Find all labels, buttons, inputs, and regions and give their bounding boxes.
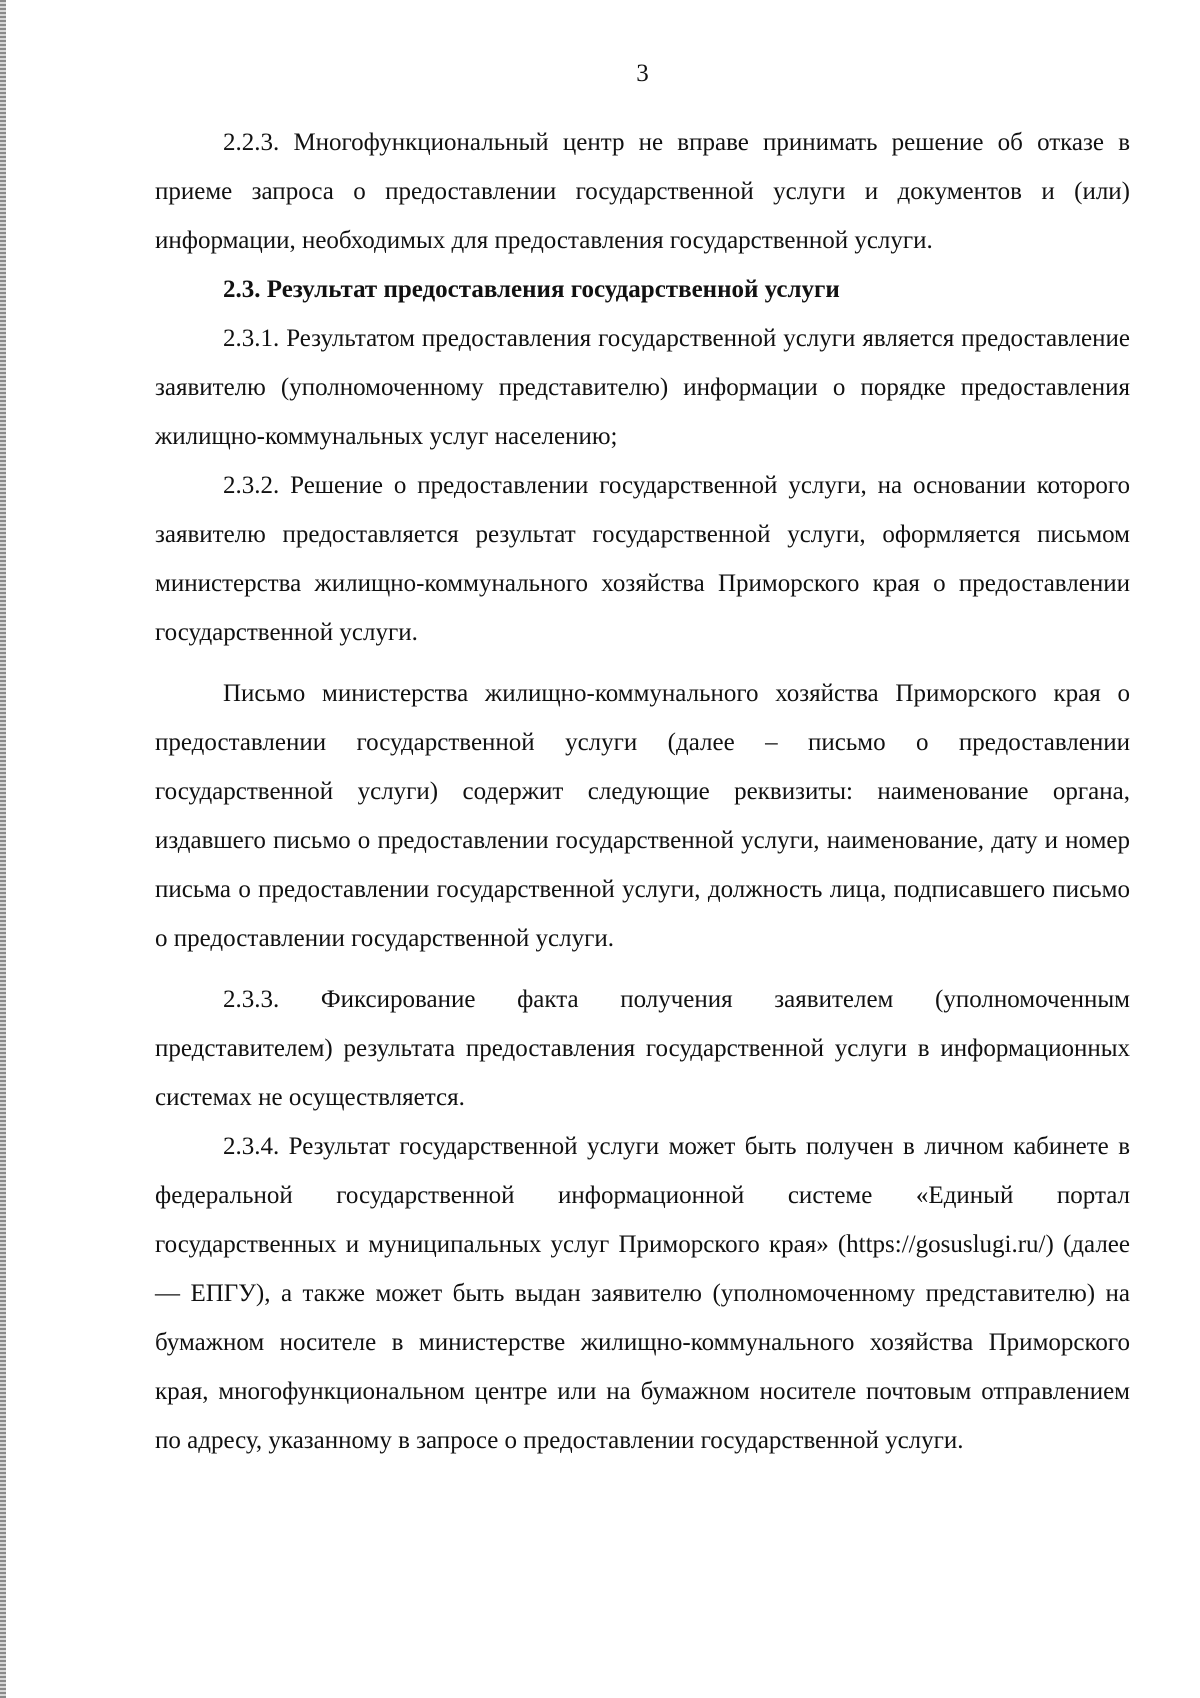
paragraph-2-3-1: 2.3.1. Результатом предоставления государственной услуги является предоставление заявителю (уполномоченному представителю) информации о порядке предоставления жилищно-коммунальных услуг населению;: [155, 325, 1130, 450]
paragraph-2-3-4: 2.3.4. Результат государственной услуги может быть получен в личном кабинете в федеральной государственной информационной системе «Единый портал государственных и муниципальных услуг Приморского края» (https://gosuslugi.ru/) (далее — ЕПГУ), а также может быть выдан заявителю (уполномоченному представителю) на бумажном носителе в министерстве жилищно-коммунального хозяйства Приморского края, многофункциональном центре или на бумажном носителе почтовым отправлением по адресу, указанному в запросе о предоставлении государственной услуги.: [155, 1133, 1130, 1454]
paragraph-letter-requisites: Письмо министерства жилищно-коммунального хозяйства Приморского края о предоставлении государственной услуги (далее – письмо о предоставлении государственной услуги) содержит следующие реквизиты: наименование органа, издавшего письмо о предоставлении государственной услуги, наименование, дату и номер письма о предоставлении государственной услуги, должность лица, подписавшего письмо о предоставлении государственной услуги.: [155, 680, 1130, 952]
scan-edge: [0, 0, 6, 1698]
page-number: 3: [636, 60, 649, 87]
paragraph-2-3-3: 2.3.3. Фиксирование факта получения заявителем (уполномоченным представителем) результата предоставления государственной услуги в информационных системах не осуществляется.: [155, 986, 1130, 1111]
paragraph-2-2-3: 2.2.3. Многофункциональный центр не вправе принимать решение об отказе в приеме запроса о предоставлении государственной услуги и документов и (или) информации, необходимых для предоставления государственной услуги.: [155, 129, 1130, 254]
section-heading-2-3: 2.3. Результат предоставления государственной услуги: [223, 276, 840, 303]
paragraph-2-3-2: 2.3.2. Решение о предоставлении государственной услуги, на основании которого заявителю предоставляется результат государственной услуги, оформляется письмом министерства жилищно-коммунального хозяйства Приморского края о предоставлении государственной услуги.: [155, 472, 1130, 646]
document-body: [155, 118, 1130, 1465]
